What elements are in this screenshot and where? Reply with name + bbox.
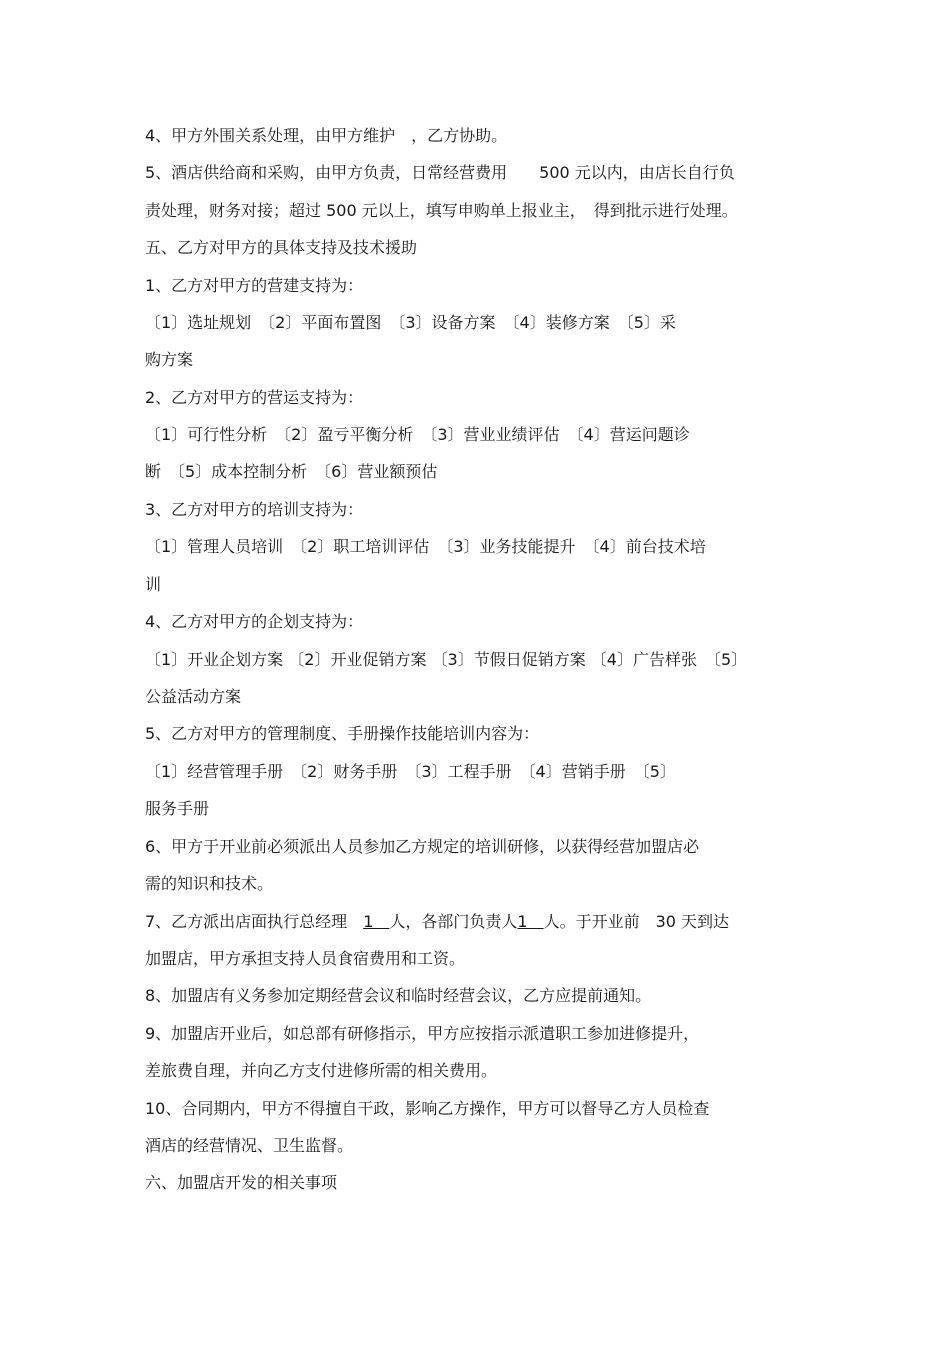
section-heading: 六、加盟店开发的相关事项 (145, 1173, 338, 1192)
text-line: 责处理，财务对接；超过 500 元以上，填写申购单上报业主， 得到批示进行处理。 (145, 201, 738, 220)
text-line: 5、乙方对甲方的管理制度、手册操作技能培训内容为： (145, 724, 540, 743)
text-line: 1、乙方对甲方的营建支持为： (145, 276, 364, 295)
staffing-text-1: 7、乙方派出店面执行总经理 (145, 912, 364, 931)
section-heading: 五、乙方对甲方的具体支持及技术援助 (145, 238, 418, 257)
text-line: 5、酒店供给商和采购，由甲方负责，日常经营费用 500 元以内，由店长自行负 (145, 163, 735, 182)
text-line: 需的知识和技术。 (145, 874, 274, 893)
department-head-count: 1 (517, 912, 544, 931)
text-line: 加盟店，甲方承担支持人员食宿费用和工资。 (145, 949, 466, 968)
text-line: 差旅费自理，并向乙方支付进修所需的相关费用。 (145, 1061, 498, 1080)
text-line: 8、加盟店有义务参加定期经营会议和临时经营会议，乙方应提前通知。 (145, 986, 652, 1005)
text-line: 3、乙方对甲方的培训支持为： (145, 500, 364, 519)
text-line: 服务手册 (145, 799, 210, 818)
text-line: 〔1〕开业企划方案 〔2〕开业促销方案 〔3〕节假日促销方案 〔4〕广告样张 〔5〕 (145, 650, 748, 669)
text-line: 酒店的经营情况、卫生监督。 (145, 1136, 354, 1155)
text-line: 〔1〕选址规划 〔2〕平面布置图 〔3〕设备方案 〔4〕装修方案 〔5〕采 (145, 313, 676, 332)
text-line: 4、甲方外围关系处理，由甲方维护 ，乙方协助。 (145, 126, 508, 145)
text-line-staffing (145, 912, 729, 932)
text-line: 断 〔5〕成本控制分析 〔6〕营业额预估 (145, 462, 438, 481)
text-line: 公益活动方案 (145, 687, 242, 706)
text-line: 2、乙方对甲方的营运支持为： (145, 388, 364, 407)
manager-count: 1 (363, 912, 390, 931)
text-line: 10、合同期内，甲方不得擅自干政，影响乙方操作，甲方可以督导乙方人员检查 (145, 1099, 710, 1118)
text-line: 6、甲方于开业前必须派出人员参加乙方规定的培训研修，以获得经营加盟店必 (145, 837, 700, 856)
text-line: 购方案 (145, 350, 194, 369)
text-line: 9、加盟店开业后，如总部有研修指示，甲方应按指示派遣职工参加进修提升， (145, 1024, 700, 1043)
staffing-text-3: 人。于开业前 30 天到达 (543, 912, 730, 931)
text-line: 4、乙方对甲方的企划支持为： (145, 612, 364, 631)
staffing-text-2: 人，各部门负责人 (389, 912, 518, 931)
text-line: 〔1〕管理人员培训 〔2〕职工培训评估 〔3〕业务技能提升 〔4〕前台技术培 (145, 537, 706, 556)
text-line: 〔1〕经营管理手册 〔2〕财务手册 〔3〕工程手册 〔4〕营销手册 〔5〕 (145, 762, 676, 781)
text-line: 〔1〕可行性分析 〔2〕盈亏平衡分析 〔3〕营业业绩评估 〔4〕营运问题诊 (145, 425, 690, 444)
text-line: 训 (145, 575, 162, 594)
